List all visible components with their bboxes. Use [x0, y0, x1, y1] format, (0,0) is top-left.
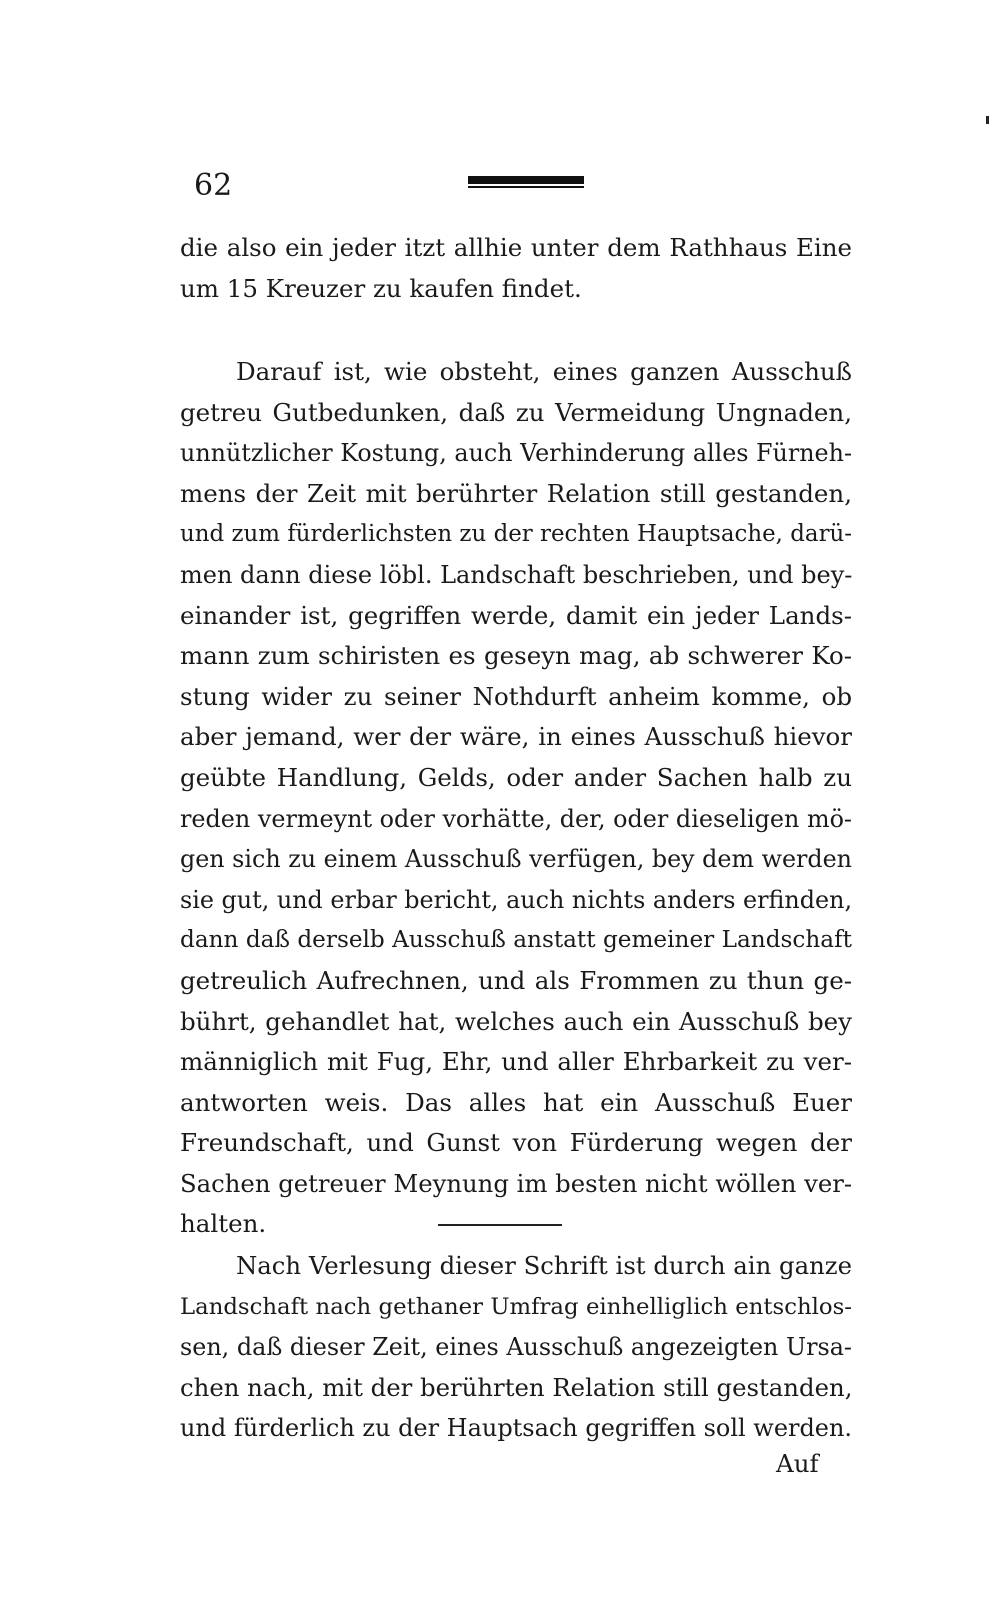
text-line: men dann diese löbl. Landschaft beschrieben, und bey-: [180, 560, 853, 589]
text-line: einander ist, gegriffen werde, damit ein jeder Lands-: [180, 600, 852, 630]
text-line: sen, daß dieser Zeit, eines Ausschuß angezeigten Ursa-: [180, 1333, 852, 1362]
text-line: getreu Gutbedunken, daß zu Vermeidung Ungnaden,: [180, 397, 852, 427]
text-line: chen nach, mit der berührten Relation still gestanden,: [180, 1372, 853, 1402]
section-divider: [438, 1224, 562, 1226]
header-rule: [468, 176, 584, 190]
text-line: dann daß derselb Ausschuß anstatt gemeiner Landschaft: [180, 927, 852, 954]
text-line: unnützlicher Kostung, auch Verhinderung alles Fürneh-: [180, 439, 852, 468]
edge-mark: [986, 116, 989, 124]
text-line: Darauf ist, wie obsteht, eines ganzen Ausschuß: [236, 357, 852, 386]
page-number: 62: [194, 168, 233, 203]
text-line: und fürderlich zu der Hauptsach gegriffen soll werden.: [180, 1414, 853, 1443]
text-line: um 15 Kreuzer zu kaufen findet.: [180, 273, 582, 303]
text-line: Nach Verlesung dieser Schrift ist durch ain ganze: [236, 1251, 852, 1280]
text-line: die also ein jeder itzt allhie unter dem Rathhaus Eine: [180, 233, 852, 262]
text-line: männiglich mit Fug, Ehr, und aller Ehrbarkeit zu ver-: [180, 1047, 852, 1077]
text-line: sie gut, und erbar bericht, auch nichts anders erfinden,: [180, 885, 853, 914]
paragraph-main: [180, 352, 852, 1245]
header-rule-thick: [468, 176, 584, 184]
text-line: stung wider zu seiner Nothdurft anheim komme, ob: [180, 681, 852, 711]
text-line: reden vermeynt oder vorhätte, der, oder dieseligen mö-: [180, 804, 852, 833]
header-rule-thin: [468, 186, 584, 188]
catchword: Auf: [776, 1449, 819, 1478]
text-line: bührt, gehandlet hat, welches auch ein Ausschuß bey: [180, 1006, 852, 1036]
text-line: Sachen getreuer Meynung im besten nicht wöllen ver-: [180, 1168, 853, 1198]
text-line: Freundschaft, und Gunst von Fürderung wegen der: [180, 1128, 852, 1158]
text-line: getreulich Aufrechnen, und als Frommen zu thun ge-: [180, 965, 852, 995]
text-line: mann zum schiristen es geseyn mag, ab schwerer Ko-: [180, 641, 852, 671]
text-line: geübte Handlung, Gelds, oder ander Sachen halb zu: [180, 762, 852, 792]
paragraph-resolution: [180, 1246, 852, 1449]
text-line: und zum fürderlichsten zu der rechten Hauptsache, darü-: [180, 521, 852, 548]
text-line: Landschaft nach gethaner Umfrag einhelliglich entschlos-: [180, 1293, 852, 1320]
text-line: gen sich zu einem Ausschuß verfügen, bey dem werden: [180, 845, 852, 874]
text-line: halten.: [180, 1209, 267, 1239]
text-line: mens der Zeit mit berührter Relation still gestanden,: [180, 478, 852, 508]
text-line: antworten weis. Das alles hat ein Ausschuß Euer: [180, 1087, 852, 1117]
paragraph-continuation: [180, 228, 852, 309]
text-line: aber jemand, wer der wäre, in eines Ausschuß hievor: [180, 722, 852, 752]
